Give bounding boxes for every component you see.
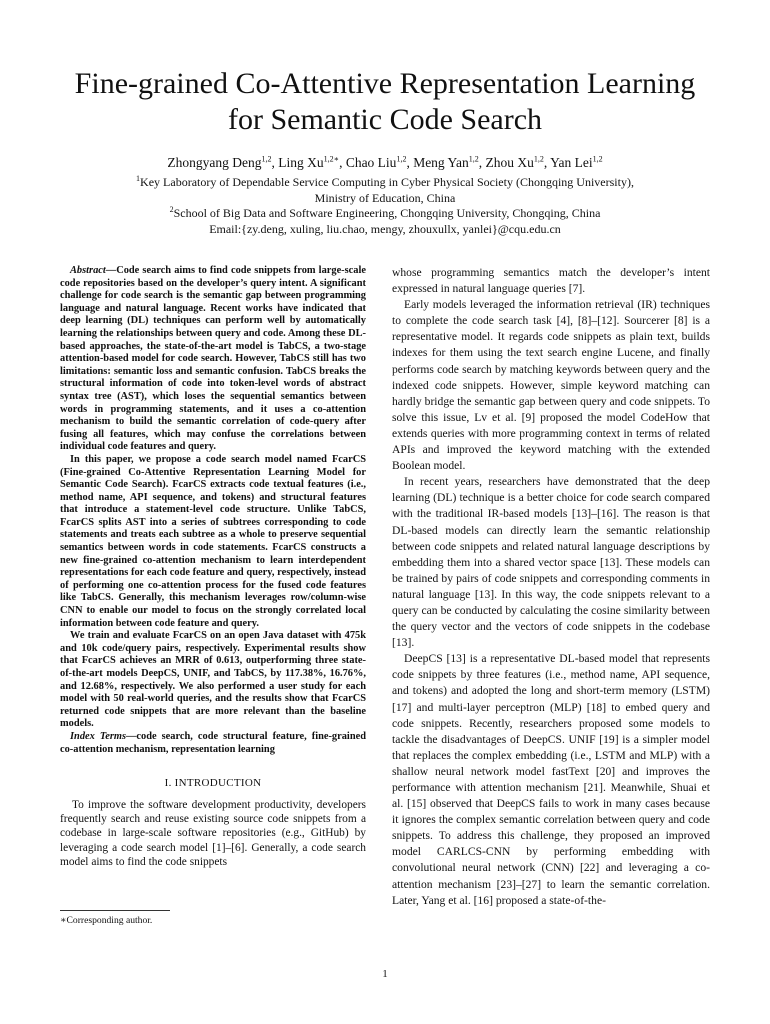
author: Zhou Xu$^{1,2}$ — [485, 154, 544, 170]
index-terms: Index Terms—code search, code structural feature, fine-grained co-attention mechanism, representation learning — [60, 730, 366, 755]
intro-paragraph-1: To improve the software development productivity, developers frequently search and reuse existing source code snippets from a codebase in large-scale software repositories (e.g., GitHub) by leveraging a code search model [1]–[6]. Generally, a code search model aims to find the code snippets — [60, 799, 366, 868]
author: Zhongyang Deng$^{1,2}$ — [167, 154, 272, 170]
title-line-2: for Semantic Code Search — [227, 103, 543, 136]
abstract-label: Abstract — [70, 265, 106, 276]
page-number: 1 — [382, 968, 388, 980]
section-heading-introduction: I. INTRODUCTION — [164, 777, 262, 790]
affiliation-1: $^1$Key Laboratory of Dependable Service Computing in Cyber Physical Society (Chongqing University), Ministry of Education, China — [136, 174, 634, 205]
author: Yan Lei$^{1,2}$ — [550, 154, 603, 170]
author: Ling $Xu^{1,2∗}$ — [278, 154, 340, 170]
right-paragraph-2: In recent years, researchers have demonstrated that the deep learning (DL) technique is a better choice for code search compared with the traditional IR-based models [13]–[16]. The reason is that DL-based models can directly learn the semantic relationship between code snippets and related natural language descriptions by embedding them into a shared vector space [13]. These models can be trained by pairs of code snippets and corresponding comments in natural language [13]. In this way, the code snippets relevant to a query can be conducted by calculating the cosine similarity between the query vector and the vectors of code snippets in the codebase [13]. — [392, 475, 710, 650]
right-column — [392, 265, 710, 909]
abstract-paragraph-2: In this paper, we propose a code search model named FcarCS (Fine-grained Co-Attentive Representation Learning Model for Semantic Code Search). FcarCS extracts code textual features (i.e., method name, API sequence, and tokens) and structural features that introduce a statement-level code structure. Unlike TabCS, FcarCS splits AST into a series of subtrees corresponding to code statements and treats each subtree as a whole to preserve sequential semantics between words in code statements. FcarCS constructs a new fine-grained co-attention mechanism to learn interdependent representations for each code feature and query, respectively, instead of performing one co-attention process for the fused code features like TabCS. Generally, this mechanism leverages row/column-wise CNN to enable our model to focus on the strongly correlated local information between code feature and query. — [60, 453, 366, 629]
title-line-1: Fine-grained Co-Attentive Representation Learning — [74, 67, 696, 100]
right-paragraph-3: DeepCS [13] is a representative DL-based model that represents code snippets by three features (i.e., method name, API sequence, and tokens) and adopted the long and short-term memory (LSTM) [17] and multi-layer perceptron (MLP) [18] to embed query and code snippets. Recently, researchers proposed some models to tackle the disadvantages of DeepCS. UNIF [19] is a simpler model that replaces the complex embedding (i.e., LSTM and MLP) with a shallow neural network model fastText [20] and improves the performance with attention mechanism [21]. Meanwhile, Shuai et al. [15] observed that DeepCS fails to work in many cases because it ignores the complex semantic correlation between query and code snippets. To address this challenge, they proposed an improved model CARLCS-CNN by performing embedding with convolutional neural network (CNN) [22] and leveraging a co-attention mechanism [23]–[27] to learn the semantic correlation. Later, Yang et al. [16] proposed a state-of-the- — [392, 652, 710, 907]
abstract — [60, 265, 366, 756]
affiliation-2: $^2$School of Big Data and Software Engineering, Chongqing University, Chongqing, China — [169, 205, 601, 220]
footnote: ∗Corresponding author. — [60, 915, 153, 926]
abstract-paragraph-1: Abstract—Code search aims to find code snippets from large-scale code repositories based on the developer’s query intent. A significant challenge for code search is the semantic gap between programming language and natural language. Recent works have indicated that deep learning (DL) techniques can perform well by automatically learning the relationships between query and code. Among these DL-based approaches, the state-of-the-art model is TabCS, a two-stage attention-based model for code search. However, TabCS still has two limitations: semantic loss and semantic confusion. TabCS breaks the structural information of code into token-level words of abstract syntax tree (AST), which loses the sequential semantics between words in programming statements, and it uses a co-attention mechanism to build the semantic correlation of code-query after fusing all features, which may confuse the correlations between individual code features and query. — [60, 265, 366, 453]
author: Chao Liu$^{1,2}$ — [345, 154, 407, 170]
footnote-rule — [60, 910, 170, 911]
author-list: Zhongyang Deng$^{1,2}$, Ling $Xu^{1,2∗}$, Chao Liu$^{1,2}$, Meng Yan$^{1,2}$, Zhou Xu$^{1,2}$, Yan Lei$^{1,2}$ — [167, 154, 603, 170]
right-paragraph-1: Early models leveraged the information retrieval (IR) techniques to complete the code search task [4], [8]–[12]. Sourcerer [8] is a representative model. It regards code snippets as plain text, builds indexes for them using the text search engine Lucene, and finally performs code search by matching keywords between query and the indexed code snippets. However, simple keyword matching can hardly bridge the semantic gap between query and code snippets. To solve this issue, Lv et al. [9] proposed the model CodeHow that extends queries with more programming context in terms of related APIs and improved the keyword matching with the extended Boolean model. — [392, 298, 710, 473]
introduction-body — [60, 798, 366, 868]
author-email: Email:{zy.deng, xuling, liu.chao, mengy, zhouxullx, yanlei}@cqu.edu.cn — [209, 222, 561, 236]
left-column — [60, 265, 366, 869]
abstract-paragraph-3: We train and evaluate FcarCS on an open Java dataset with 475k and 10k code/query pairs, respectively. Experimental results show that FcarCS achieves an MRR of 0.613, outperforming three state-of-the-art models DeepCS, UNIF, and TabCS, by 117.38%, 16.76%, and 12.68%, respectively. We also performed a user study for each model with 50 real-world queries, and the results show that FcarCS returned code snippets that are more relevant than the baseline models. — [60, 630, 366, 730]
author: Meng Yan$^{1,2}$ — [413, 154, 479, 170]
right-paragraph-0: whose programming semantics match the developer’s intent expressed in natural language queries [7]. — [392, 266, 710, 296]
paper-title — [40, 66, 730, 138]
